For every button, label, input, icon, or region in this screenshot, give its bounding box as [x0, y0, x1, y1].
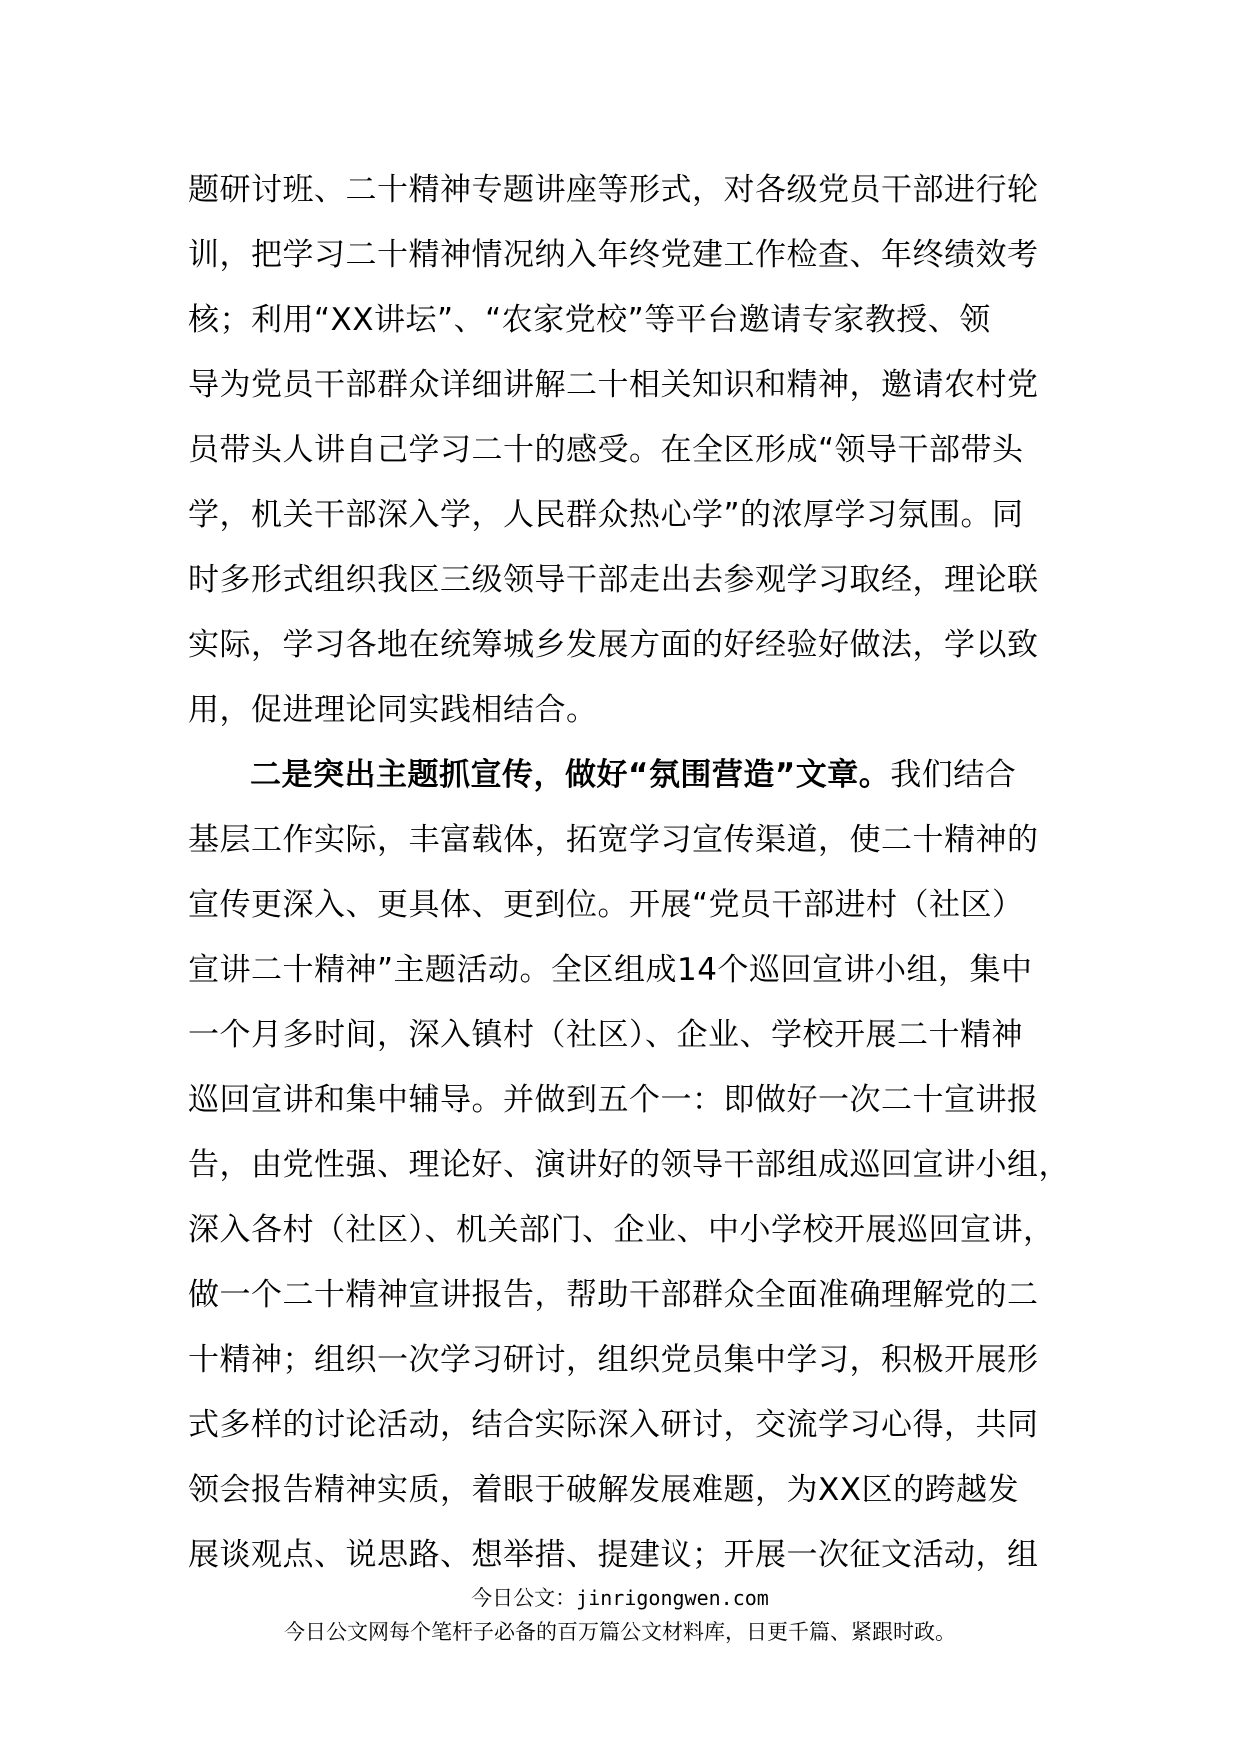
text-line	[188, 1328, 1058, 1393]
text-line	[188, 743, 1058, 808]
line-text: 做一个二十精神宣讲报告，帮助干部群众全面准确理解党的二	[188, 1277, 1039, 1313]
line-text: 一个月多时间，深入镇村（社区）、企业、学校开展二十精神	[188, 1017, 1023, 1053]
text-line	[188, 613, 1058, 678]
line-text: 用，促进理论同实践相结合。	[188, 692, 598, 728]
text-line	[188, 1198, 1058, 1263]
text-line	[188, 873, 1058, 938]
text-line	[188, 1003, 1058, 1068]
line-text: 十精神；组织一次学习研讨，组织党员集中学习，积极开展形	[188, 1342, 1039, 1378]
text-line	[188, 223, 1058, 288]
line-text: 基层工作实际，丰富载体，拓宽学习宣传渠道，使二十精神的	[188, 822, 1039, 858]
text-line	[188, 808, 1058, 873]
text-line	[188, 1068, 1058, 1133]
section-heading: 二是突出主题抓宣传，做好“氛围营造”文章。	[250, 757, 891, 793]
text-line	[188, 418, 1058, 483]
text-line	[188, 1263, 1058, 1328]
line-text: 导为党员干部群众详细讲解二十相关知识和精神，邀请农村党	[188, 367, 1039, 403]
text-line	[188, 548, 1058, 613]
text-line	[188, 353, 1058, 418]
text-line	[188, 678, 1058, 743]
line-text: 巡回宣讲和集中辅导。并做到五个一：即做好一次二十宣讲报	[188, 1082, 1039, 1118]
line-text: 展谈观点、说思路、想举措、提建议；开展一次征文活动，组	[188, 1537, 1039, 1573]
text-line	[188, 1523, 1058, 1588]
line-text: 学，机关干部深入学，人民群众热心学”的浓厚学习氛围。同	[188, 497, 1024, 533]
text-line	[188, 288, 1058, 353]
footer-site	[0, 1582, 1240, 1612]
line-text: 告，由党性强、理论好、演讲好的领导干部组成巡回宣讲小组，	[188, 1147, 1070, 1183]
text-line	[188, 1393, 1058, 1458]
line-text: 题研讨班、二十精神专题讲座等形式，对各级党员干部进行轮	[188, 172, 1039, 208]
footer-site-label: 今日公文：	[471, 1586, 577, 1610]
line-text: 时多形式组织我区三级领导干部走出去参观学习取经，理论联	[188, 562, 1039, 598]
footer-site-link[interactable]: jinrigongwen.com	[576, 1586, 769, 1610]
text-line	[188, 1133, 1070, 1198]
text-line	[188, 1458, 1058, 1523]
text-line	[188, 483, 1058, 548]
body-text	[188, 158, 1070, 1588]
line-text: 实际，学习各地在统筹城乡发展方面的好经验好做法，学以致	[188, 627, 1039, 663]
line-text: 我们结合	[890, 757, 1017, 793]
line-text: 深入各村（社区）、机关部门、企业、中小学校开展巡回宣讲，	[188, 1212, 1055, 1248]
line-text: 宣讲二十精神”主题活动。全区组成14个巡回宣讲小组，集中	[188, 952, 1033, 988]
line-text: 式多样的讨论活动，结合实际深入研讨，交流学习心得，共同	[188, 1407, 1039, 1443]
text-line	[188, 938, 1058, 1003]
footer-slogan: 今日公文网每个笔杆子必备的百万篇公文材料库，日更千篇、紧跟时政。	[284, 1620, 956, 1644]
line-text: 领会报告精神实质，着眼于破解发展难题，为XX区的跨越发	[188, 1472, 1019, 1508]
line-text: 宣传更深入、更具体、更到位。开展“党员干部进村（社区）	[188, 887, 1024, 923]
text-line	[188, 158, 1058, 223]
line-text: 员带头人讲自己学习二十的感受。在全区形成“领导干部带头	[188, 432, 1024, 468]
line-text: 核；利用“XX讲坛”、“农家党校”等平台邀请专家教授、领	[188, 302, 991, 338]
line-text: 训，把学习二十精神情况纳入年终党建工作检查、年终绩效考	[188, 237, 1039, 273]
